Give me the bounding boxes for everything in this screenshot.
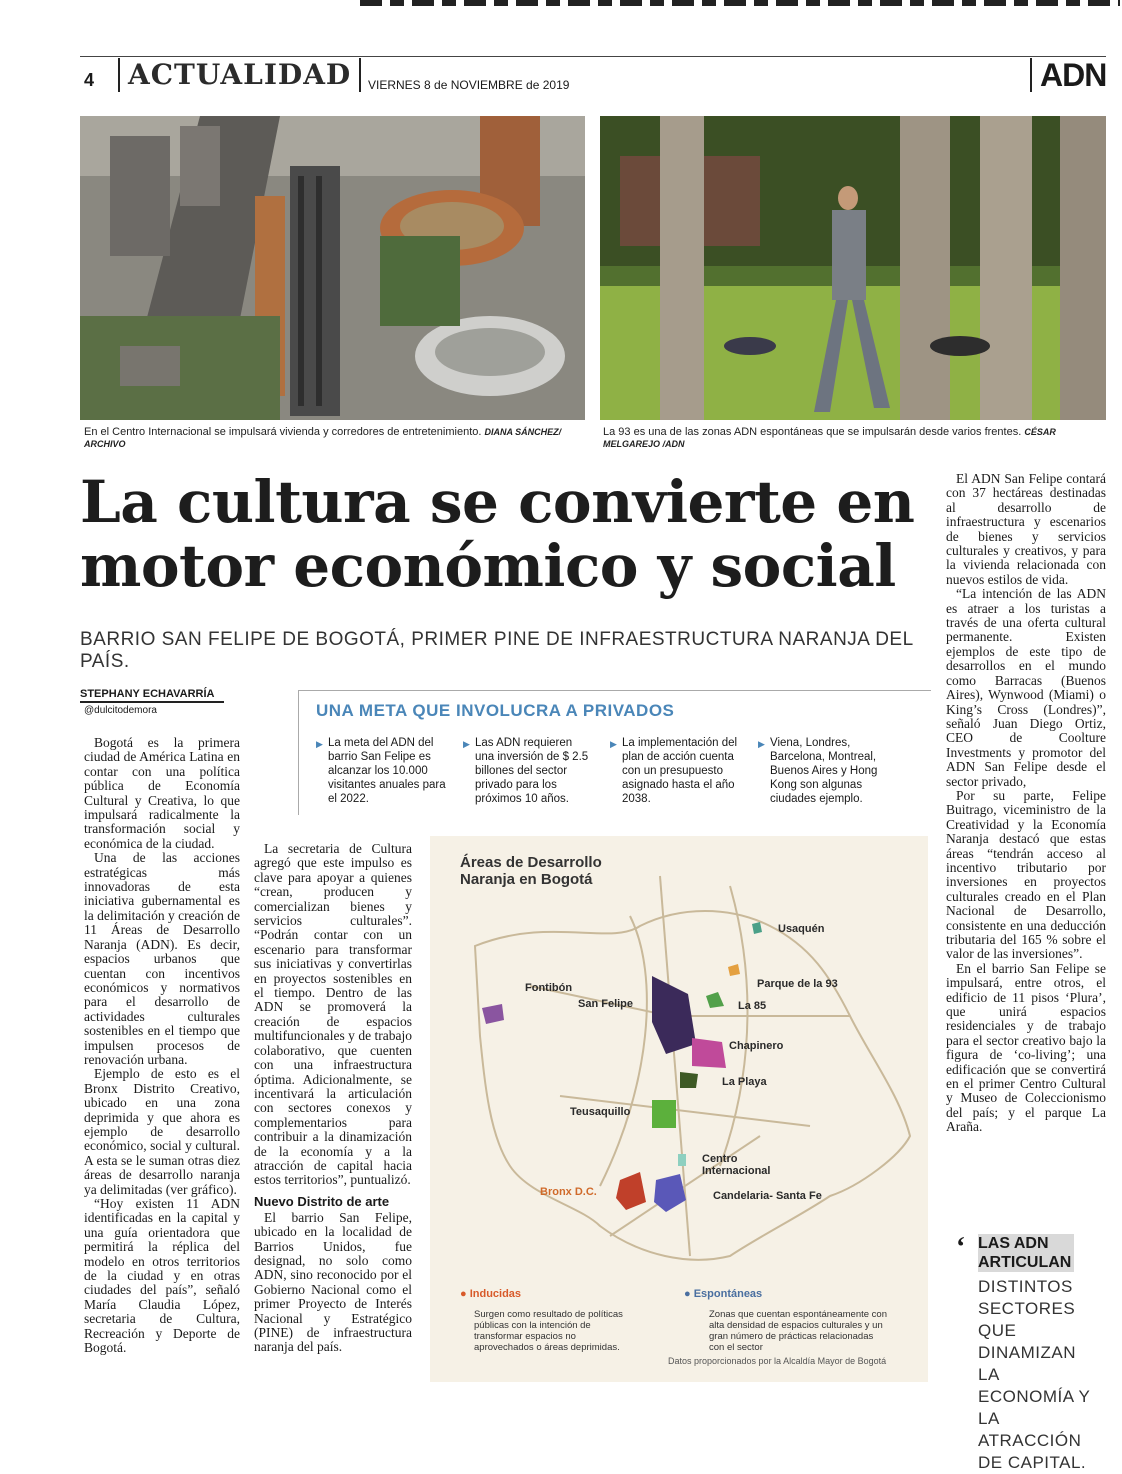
- bullet-triangle-icon: ▶: [463, 739, 470, 749]
- legend-title-text: Inducidas: [469, 1288, 522, 1300]
- map-label-usaquen: Usaquén: [778, 923, 825, 935]
- map-label-teusaquillo: Teusaquillo: [570, 1106, 631, 1118]
- map-label-bronx: Bronx D.C.: [540, 1186, 597, 1198]
- paragraph: Una de las acciones estratégicas más innovadoras de esta iniciativa gubernamental es la delimitación y creación de 11 Áreas de Desarrollo Naranja (ADN). Es decir, espacios urbanos que cuentan con incentivos económicos y normativos para el desarrollo de actividades culturales sostenibles en el tiempo que impulsen procesos de renovación urbana.: [84, 850, 240, 1067]
- bullet-triangle-icon: ▶: [316, 739, 323, 749]
- legend-espontaneas-title: ● Espontáneas: [684, 1288, 763, 1300]
- adn-logo: ADN: [1030, 58, 1106, 92]
- area-centro-internacional-shape: [678, 1154, 686, 1166]
- paragraph: “La intención de las ADN es atraer a los turistas a través de una oferta cultural permanente. Existen ejemplos de este tipo de desarrollos en el mundo como Barracas (Buenos Aires), Wynwood (Miami) o King’s Cross (Londres)”, señaló Juan Diego Ortiz, CEO de Coolture Investments y promotor del ADN San Felipe desde el sector privado,: [946, 586, 1106, 789]
- area-chapinero-shape: [692, 1038, 726, 1068]
- map-label-la-playa: La Playa: [722, 1076, 767, 1088]
- article-column-1: [84, 736, 240, 1355]
- box-bullet: [463, 736, 593, 806]
- map-title-line: Naranja en Bogotá: [460, 871, 593, 888]
- paragraph: El ADN San Felipe contará con 37 hectáreas destinadas al desarrollo de infraestructura y escenarios de bienes y servicios culturales y creativos, y para la vivienda relacionada con nuevos estilos de vida.: [946, 471, 1106, 587]
- map-label-la85: La 85: [738, 1000, 767, 1012]
- area-la85-shape: [706, 992, 724, 1008]
- photo-credit: DIANA SÁNCHEZ/ ARCHIVO: [84, 427, 562, 449]
- photo-caption-right: [603, 426, 1109, 450]
- map-title: [460, 854, 602, 888]
- caption-text: La 93 es una de las zonas ADN espontáneas que se impulsarán desde varios frentes.: [603, 426, 1022, 438]
- area-la-playa-shape: [680, 1072, 698, 1088]
- legend-title-text: Espontáneas: [693, 1288, 763, 1300]
- callout-highlight: LAS ADN ARTICULAN: [978, 1234, 1074, 1272]
- map-title-line: Áreas de Desarrollo: [460, 854, 602, 871]
- deck: BARRIO SAN FELIPE DE BOGOTÁ, PRIMER PINE DE INFRAESTRUCTURA NARANJA DEL PAÍS.: [80, 629, 913, 672]
- aerial-city-illustration: [80, 116, 585, 420]
- box-bullet: [610, 736, 742, 806]
- photo-centro-internacional: [80, 116, 585, 420]
- area-teusaquillo-shape: [652, 1100, 676, 1128]
- paragraph: El barrio San Felipe, ubicado en la localidad de Barrios Unidos, fue designad, no solo como ADN, sino reconocido por el Gobierno Nacional como el primer Proyecto de Interés Nacional y Estratégico (PINE) de infraestructura naranja del país.: [254, 1209, 412, 1355]
- map-label-parque93: Parque de la 93: [757, 978, 838, 990]
- legend-espontaneas-text: Zonas que cuentan espontáneamente con alta densidad de espacios culturales y un gran número de prácticas relacionadas con el sector: [709, 1309, 887, 1353]
- bullet-triangle-icon: ▶: [758, 739, 765, 749]
- headline: [80, 470, 940, 598]
- area-san-felipe-shape: [652, 976, 696, 1054]
- headline-line: motor económico y social: [80, 532, 896, 600]
- sidebar-box-title: UNA META QUE INVOLUCRA A PRIVADOS: [316, 701, 675, 720]
- map-label-candelaria: Candelaria- Santa Fe: [713, 1190, 822, 1202]
- photo-caption-left: [84, 426, 589, 450]
- box-bullet: [758, 736, 890, 806]
- map-label-san-felipe: San Felipe: [578, 998, 634, 1010]
- area-parque93-shape: [728, 964, 740, 976]
- paragraph: Por su parte, Felipe Buitrago, viceministro de la Creatividad y la Economía Naranja destacó que estas áreas “tendrán acceso al incentivo tributario por inversiones en proyectos culturales creado en el Plan Nacional de Desarrollo, consistente en una deducción tributaria del 165 % sobre el valor de las inversiones”.: [946, 787, 1106, 962]
- bullet-text: Las ADN requieren una inversión de $ 2.5 billones del sector privado para los próximos 10 años.: [475, 737, 589, 805]
- bullet-triangle-icon: ▶: [610, 739, 617, 749]
- bullet-text: Viena, Londres, Barcelona, Montreal, Buenos Aires y Hong Kong son algunas ciudades ejemplo.: [770, 737, 878, 805]
- legend-inducidas-text: Surgen como resultado de políticas públicas con la intención de transformar espacios no aprovechados o áreas deprimidas.: [474, 1309, 623, 1353]
- map-label-fontibon: Fontibón: [525, 982, 573, 994]
- map-label-chapinero: Chapinero: [729, 1040, 784, 1052]
- paragraph: La secretaria de Cultura agregó que este impulso es clave para apoyar a quienes “crean, producen y comercializan bienes y servicios culturales”. “Podrán contar con un escenario para transformar sus iniciativas y convertirlas en proyectos sostenibles en el tiempo. Dentro de las ADN se promoverá la creación de espacios multifuncionales y de trabajo colaborativo, que cuenten con una infraestructura óptima. Adicionalmente, se incentivará la articulación con sectores conexos y complementarios para contribuir a la dinamización de la economía y a la atracción de capital hacia estos territorios”, puntualizó.: [254, 841, 412, 1188]
- box-bullet: [316, 736, 446, 806]
- map-panel: [430, 836, 928, 1382]
- article-column-4: [946, 472, 1106, 1135]
- map-source: Datos proporcionados por la Alcaldía Mayor de Bogotá: [668, 1356, 887, 1366]
- paragraph: Ejemplo de esto es el Bronx Distrito Creativo, ubicado en una zona deprimida y que ahora es ejemplo de desarrollo económico, social y cultural. A esta se le suman otras diez áreas de desarrollo naranja ya delimitadas (ver gráfico).: [84, 1066, 240, 1197]
- section-title: ACTUALIDAD: [118, 58, 361, 92]
- area-fontibon-shape: [482, 1004, 504, 1024]
- paragraph: Bogotá es la primera ciudad de América Latina en contar con una política pública de Economía Cultural y Creativa, lo que impulsará radicalmente la transformación social y económica de la ciudad.: [84, 735, 240, 851]
- article-column-2: [254, 842, 412, 1355]
- area-candelaria-shape: [654, 1174, 686, 1212]
- legend-inducidas-title: ● Inducidas: [460, 1288, 522, 1300]
- photo-credit: CÉSAR MELGAREJO /ADN: [603, 427, 1056, 449]
- park-scene-illustration: [600, 116, 1106, 420]
- bullet-text: La meta del ADN del barrio San Felipe es alcanzar los 10.000 visitantes anuales para el 2022.: [328, 737, 446, 805]
- top-border-strip: [360, 0, 1120, 6]
- area-usaquen-shape: [752, 922, 762, 934]
- paragraph: En el barrio San Felipe se impulsará, entre otros, el edificio de 11 pisos ‘Plura’, que unirá espacios residenciales y de trabajo para el sector creativo bajo la figura de ‘co-living’; una edificación que se convertirá en el primer Centro Cultural y Museo de Coleccionismo del país; y el parque La Araña.: [946, 960, 1106, 1135]
- map-label-centro-internacional: Centro Internacional: [702, 1153, 771, 1177]
- author-name: STEPHANY ECHAVARRÍA: [80, 688, 224, 703]
- headline-line: La cultura se convierte en: [80, 468, 915, 536]
- paragraph: “Hoy existen 11 ADN identificadas en la capital y una guía orientadora que permitirá la réplica del modelo en otros territorios de la ciudad y en otras ciudades del país”, señaló María Claudia López, secretaria de Cultura, Recreación y Deporte de Bogotá.: [84, 1196, 240, 1356]
- quote-mark-icon: ‘: [956, 1232, 966, 1263]
- caption-text: En el Centro Internacional se impulsará vivienda y corredores de entretenimiento.: [84, 426, 482, 438]
- callout-text: DISTINTOS SECTORES QUE DINAMIZAN LA ECONOMÍA Y LA ATRACCIÓN DE CAPITAL.: [978, 1277, 1091, 1472]
- bogota-map: [430, 836, 928, 1382]
- bullet-text: La implementación del plan de acción cuenta con un presupuesto asignado hasta el año 2038.: [622, 737, 738, 805]
- issue-date: VIERNES 8 de NOVIEMBRE de 2019: [368, 78, 570, 92]
- header-rule: [80, 56, 1106, 57]
- author-handle: @dulcitodemora: [84, 705, 157, 716]
- area-bronx-shape: [616, 1172, 646, 1210]
- page-number: 4: [84, 70, 95, 90]
- subheading: Nuevo Distrito de arte: [254, 1193, 390, 1209]
- photo-la-93: [600, 116, 1106, 420]
